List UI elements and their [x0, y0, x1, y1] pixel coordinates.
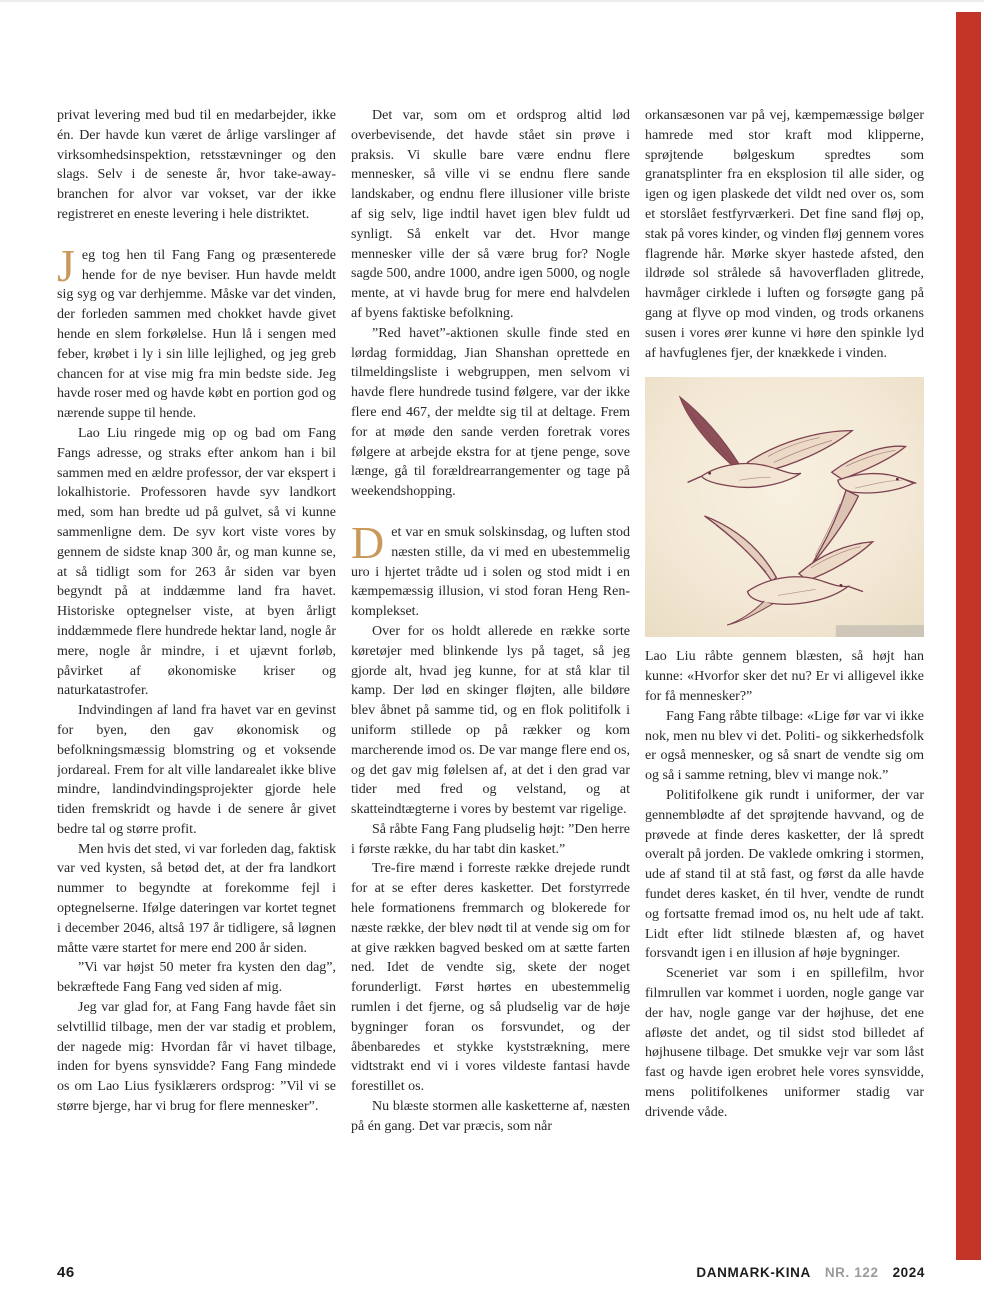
issue-number: NR. 122 — [824, 1265, 879, 1280]
paragraph: Men hvis det sted, vi var forleden dag, faktisk var ved kysten, så betød det, at der fra landkort nummer to begyndte at forekomme fejl i optegnelserne. Ifølge dateringen var kortet tegnet i december 2046, altså 197 år tidligere, så løgnen måtte være startet for mere end 200 år siden. — [57, 841, 336, 956]
seagulls-illustration — [645, 377, 924, 637]
paragraph: ”Red havet”-aktionen skulle finde sted en lørdag formiddag, Jian Shanshan oprettede en tilmeldingsliste i webgruppen, men selvom vi havde flere hundrede tusind følgere, var der ikke flere end 467, der meldte sig til at deltage. Frem for at møde den sande verden foretrak vores følgere at arbejde ekstra for at tjene penge, sove længe, gå til forældrearrangementer og tage på weekendshopping. — [351, 325, 630, 500]
paragraph: Fang Fang råbte tilbage: «Lige før var vi ikke nok, men nu blev vi det. Politi- og sikkerhedsfolk er også mennesker, og så snart de vendte sig om og så i samme retning, blev vi mange nok.” — [645, 708, 924, 784]
dropcap-letter: D — [351, 516, 385, 568]
paragraph: Jeg tog hen til Fang Fang og præsenterede hende for de nye beviser. Hun havde meldt sig syg og var derhjemme. Måske var det vinden, der forleden sammen med chokket havde givet hende en slem forkølelse. Hun lå i sengen med feber, krøbet i ly i sin lille lejlighed, og jeg greb chancen for at vise mig fra min bedste side. Jeg havde roser med og havde købt en portion god og nærende suppe til hende. — [57, 239, 336, 422]
paragraph: Jeg var glad for, at Fang Fang havde fået sin selvtillid tilbage, men der var stadig et problem, der nagede mig: Hvordan får vi havet tilbage, inden for byens synsvidde? Fang Fang mindede os om Lao Lius fysiklærers ordsprog: ”Vil vi se større bjerge, har vi brug for flere mennesker”. — [57, 1000, 336, 1115]
text-column-3 — [645, 106, 924, 1240]
page-number: 46 — [57, 1264, 75, 1281]
dropcap-letter: J — [57, 239, 75, 291]
paragraph: Det var, som om et ordsprog altid lød overbevisende, det havde stået sin prøve i praksis. Vi skulle bare være endnu flere mennesker, så ville vi se endnu flere sande landskaber, og endnu flere illusioner ville briste af sig selv, lige indtil havet igen blev fuldt ud synligt. Så enkelt var det. Hvor mange mennesker ville der så være brug for? Nogle sagde 500, andre 1000, andre igen 5000, og nogle mente, at vi havde brug for mere end halvdelen af byens faktiske befolkning. — [351, 108, 630, 321]
magazine-title: DANMARK-KINA — [696, 1265, 811, 1280]
paragraph: orkansæsonen var på vej, kæmpemæssige bølger hamrede med stor kraft mod klipperne, sprøjtende bølgeskum spredtes som granatsplinter fra en eksplosion til alle sider, og igen og igen plaskede det vildt ned over os, som et storslået festfyrværkeri. Det fine sand fløj op, stak på vores kinder, og vinden fløj gennem vores flagrende hår. Mørke skyer hastede afsted, den ildrøde sol strålede så havoverfladen glitrede, havmåger cirklede i luften og forsøgte gang på gang at flyve op mod vinden, og trods orkanens susen i vores ører kunne vi høre den spinkle lyd af havfuglenes fjer, der knækkede i vinden. — [645, 108, 924, 361]
text-column-2 — [351, 106, 630, 1240]
text-column-1 — [57, 106, 336, 1240]
paragraph: Det var en smuk solskinsdag, og luften stod næsten stille, da vi med en ubestemmelig uro i hjertet trådte ud i solen og stod midt i en kæmpemæssig illusion, vi stod foran Heng Ren-komplekset. — [351, 516, 630, 620]
watermark-strip — [836, 625, 924, 637]
paragraph: Sceneriet var som i en spillefilm, hvor filmrullen var kommet i uorden, nogle gange var der hav, nogle gange var der højhuse, det ene afløste det andet, og til sidst stod billedet af højhusene tilbage. Det smukke vejr var som låst fast og havde igen erobret hele vores synsvidde, mens politifolkenes uniformer stadig var drivende våde. — [645, 966, 924, 1120]
paragraph: Politifolkene gik rundt i uniformer, der var gennemblødte af det sprøjtende havvand, og de prøvede at finde deres kasketter, der lå spredt overalt på jorden. De vaklede omkring i stormen, ude af stand til at stå fast, og først da alle havde fundet deres kasket, én til hver, vendte de rundt og fortsatte fremad imod os, nu helt ude af takt. Lidt efter lidt stilnede blæsten af, og havet forsvandt igen i en illusion af høje bygninger. — [645, 787, 924, 962]
issue-year: 2024 — [892, 1265, 925, 1280]
footer-magazine-info — [696, 1265, 925, 1280]
paragraph: Lao Liu ringede mig op og bad om Fang Fangs adresse, og straks efter ankom han i bil sammen med en ældre professor, der var ekspert i lokalhistorie. Professoren havde syv landkort med, som han bredte ud på gulvet, så vi kunne sammenligne dem. De syv kort viste vores by gennem de sidste knap 300 år, og man kunne se, at så tidligt som for 263 år siden var byen begyndt på at inddæmme land fra havet. Historiske optegnelser viste, at byen årligt inddæmmede flere hundrede hektar land, nogle år mere, nogle år mindre, i et ujævnt forløb, påvirket af økonomiske kriser og naturkatastrofer. — [57, 425, 336, 699]
paragraph: privat levering med bud til en medarbejder, ikke én. Der havde kun været de årlige varslinger af virksomhedsinspektion, retsstævninger og den slags. Selv i de seneste år, hvor take-away-branchen for alvor var vokset, var der ikke registreret en eneste levering i hele distriktet. — [57, 108, 336, 222]
paragraph: ”Vi var højst 50 meter fra kysten den dag”, bekræftede Fang Fang ved siden af mig. — [57, 960, 336, 996]
article-body — [57, 106, 925, 1240]
paragraph: Indvindingen af land fra havet var en gevinst for byen, den gav økonomisk og befolkningsmæssig blomstring og et voksende jordareal. Frem for alt ville landarealet ikke blive mindre, landindvindingsprojekter gjorde hele tiden fremskridt og havde i de senere år givet bedre tal og større profit. — [57, 703, 336, 837]
paragraph: Nu blæste stormen alle kasketterne af, næsten på én gang. Det var præcis, som når — [351, 1099, 630, 1134]
red-accent-bar — [956, 12, 981, 1260]
paragraph: Tre-fire mænd i forreste række drejede rundt for at se efter deres kasketter. Det forstyrrede hele formationens fremmarch og blokerede for næste række, der blev nødt til at vende sig om for at give rækken bagved besked om at sætte farten ned. Idet de vendte sig, skete der noget forunderligt. Først hørtes en ubestemmelig rumlen i det fjerne, og så pludselig var de høje bygninger foran os forsvundet, og der åbenbaredes et stykke kyststrækning, mere vidtstrakt end vi i vores vildeste fantasi havde forestillet os. — [351, 861, 630, 1095]
paragraph: Lao Liu råbte gennem blæsten, så højt han kunne: «Hvorfor sker det nu? Er vi alligevel ikke for få mennesker?” — [645, 649, 924, 704]
paragraph: Så råbte Fang Fang pludselig højt: ”Den herre i første række, du har tabt din kasket.” — [351, 821, 630, 857]
paragraph: Over for os holdt allerede en række sorte køretøjer med blinkende lys på taget, så jeg gjorde alt, hvad jeg kunne, for at stå klar til kamp. Der lød en skinger fløjten, alle bildøre blev åbnet på samme tid, og en flok politifolk i uniform stillede op på rækker og kom marcherende imod os. De var mange flere end os, og det gav mig følelsen af, at det i den grad var tider med fred og velstand, og at skatteindtægterne i vores by bestemt var rigelige. — [351, 623, 630, 818]
page-footer — [57, 1264, 925, 1281]
